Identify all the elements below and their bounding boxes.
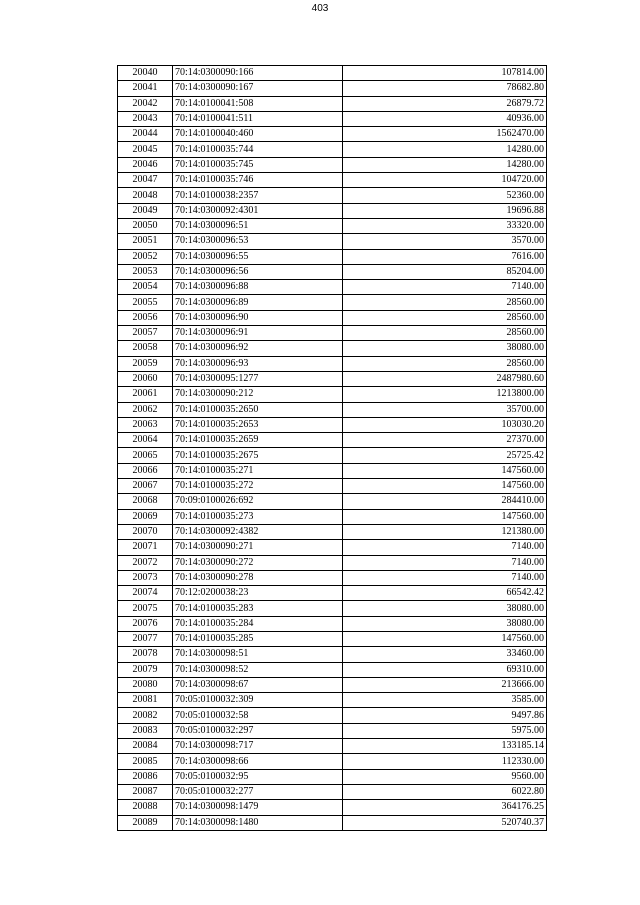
cadastral-value: 112330.00 (343, 754, 547, 769)
row-number: 20065 (118, 448, 173, 463)
table-row (118, 326, 547, 341)
cadastral-number: 70:14:0300096:55 (173, 249, 343, 264)
page-number: 403 (311, 3, 329, 14)
row-number: 20088 (118, 800, 173, 815)
cadastral-value: 19696.88 (343, 203, 547, 218)
table-row (118, 815, 547, 830)
cadastral-number: 70:14:0100035:283 (173, 601, 343, 616)
table-row (118, 81, 547, 96)
cadastral-number: 70:14:0300098:717 (173, 739, 343, 754)
cadastral-value: 28560.00 (343, 310, 547, 325)
table-row (118, 387, 547, 402)
cadastral-number: 70:14:0300092:4382 (173, 524, 343, 539)
row-number: 20058 (118, 341, 173, 356)
row-number: 20087 (118, 784, 173, 799)
cadastral-value: 3585.00 (343, 693, 547, 708)
table-row (118, 524, 547, 539)
row-number: 20059 (118, 356, 173, 371)
cadastral-value: 107814.00 (343, 66, 547, 81)
row-number: 20053 (118, 264, 173, 279)
table-row (118, 540, 547, 555)
cadastral-value: 69310.00 (343, 662, 547, 677)
cadastral-value: 104720.00 (343, 173, 547, 188)
table-row (118, 647, 547, 662)
cadastral-number: 70:09:0100026:692 (173, 494, 343, 509)
row-number: 20068 (118, 494, 173, 509)
table-row (118, 371, 547, 386)
table-row (118, 601, 547, 616)
cadastral-value: 14280.00 (343, 157, 547, 172)
table-row (118, 479, 547, 494)
cadastral-value: 213666.00 (343, 677, 547, 692)
row-number: 20079 (118, 662, 173, 677)
cadastral-value: 9560.00 (343, 769, 547, 784)
cadastral-number: 70:14:0100035:746 (173, 173, 343, 188)
row-number: 20050 (118, 218, 173, 233)
cadastral-number: 70:14:0100041:508 (173, 96, 343, 111)
row-number: 20076 (118, 616, 173, 631)
cadastral-value: 6022.80 (343, 784, 547, 799)
table-row (118, 463, 547, 478)
cadastral-value: 28560.00 (343, 356, 547, 371)
table-row (118, 295, 547, 310)
cadastral-number: 70:14:0100035:271 (173, 463, 343, 478)
cadastral-value: 7140.00 (343, 540, 547, 555)
cadastral-value: 38080.00 (343, 601, 547, 616)
row-number: 20070 (118, 524, 173, 539)
table-row (118, 754, 547, 769)
cadastral-number: 70:14:0300096:92 (173, 341, 343, 356)
table-row (118, 127, 547, 142)
cadastral-value: 38080.00 (343, 341, 547, 356)
table-row (118, 723, 547, 738)
cadastral-value: 52360.00 (343, 188, 547, 203)
cadastral-number: 70:14:0300098:51 (173, 647, 343, 662)
cadastral-value: 2487980.60 (343, 371, 547, 386)
table-row (118, 341, 547, 356)
table-row (118, 234, 547, 249)
row-number: 20077 (118, 631, 173, 646)
cadastral-value: 147560.00 (343, 631, 547, 646)
row-number: 20078 (118, 647, 173, 662)
cadastral-value: 66542.42 (343, 586, 547, 601)
cadastral-number: 70:14:0300090:167 (173, 81, 343, 96)
table-row (118, 616, 547, 631)
table-row (118, 631, 547, 646)
table-row (118, 280, 547, 295)
table-row (118, 402, 547, 417)
row-number: 20074 (118, 586, 173, 601)
cadastral-value: 27370.00 (343, 433, 547, 448)
cadastral-value: 1213800.00 (343, 387, 547, 402)
table-row (118, 800, 547, 815)
cadastral-number: 70:14:0100035:2659 (173, 433, 343, 448)
cadastral-number: 70:14:0100040:460 (173, 127, 343, 142)
cadastral-number: 70:14:0300096:93 (173, 356, 343, 371)
row-number: 20061 (118, 387, 173, 402)
table-row (118, 157, 547, 172)
cadastral-number: 70:14:0100041:511 (173, 111, 343, 126)
row-number: 20073 (118, 570, 173, 585)
row-number: 20042 (118, 96, 173, 111)
row-number: 20080 (118, 677, 173, 692)
table-row (118, 173, 547, 188)
row-number: 20082 (118, 708, 173, 723)
table-row (118, 448, 547, 463)
row-number: 20089 (118, 815, 173, 830)
row-number: 20047 (118, 173, 173, 188)
row-number: 20041 (118, 81, 173, 96)
cadastral-value: 7140.00 (343, 280, 547, 295)
table-row (118, 188, 547, 203)
row-number: 20062 (118, 402, 173, 417)
cadastral-number: 70:14:0300096:56 (173, 264, 343, 279)
row-number: 20067 (118, 479, 173, 494)
cadastral-value: 3570.00 (343, 234, 547, 249)
row-number: 20043 (118, 111, 173, 126)
cadastral-number: 70:14:0300098:66 (173, 754, 343, 769)
cadastral-number: 70:05:0100032:58 (173, 708, 343, 723)
table-row (118, 433, 547, 448)
cadastral-value: 78682.80 (343, 81, 547, 96)
row-number: 20069 (118, 509, 173, 524)
cadastral-number: 70:14:0300090:272 (173, 555, 343, 570)
row-number: 20086 (118, 769, 173, 784)
table-body (118, 66, 547, 831)
row-number: 20081 (118, 693, 173, 708)
cadastral-value: 14280.00 (343, 142, 547, 157)
table-row (118, 693, 547, 708)
cadastral-value: 520740.37 (343, 815, 547, 830)
row-number: 20066 (118, 463, 173, 478)
cadastral-value: 25725.42 (343, 448, 547, 463)
cadastral-value: 28560.00 (343, 326, 547, 341)
cadastral-value: 33460.00 (343, 647, 547, 662)
cadastral-number: 70:05:0100032:95 (173, 769, 343, 784)
row-number: 20063 (118, 417, 173, 432)
cadastral-number: 70:05:0100032:309 (173, 693, 343, 708)
row-number: 20052 (118, 249, 173, 264)
cadastral-number: 70:14:0300090:271 (173, 540, 343, 555)
table-row (118, 264, 547, 279)
row-number: 20040 (118, 66, 173, 81)
table-row (118, 784, 547, 799)
cadastral-value: 33320.00 (343, 218, 547, 233)
cadastral-number: 70:14:0100038:2357 (173, 188, 343, 203)
cadastral-value: 147560.00 (343, 509, 547, 524)
row-number: 20064 (118, 433, 173, 448)
cadastral-number: 70:05:0100032:297 (173, 723, 343, 738)
row-number: 20056 (118, 310, 173, 325)
table-row (118, 417, 547, 432)
cadastral-value: 7140.00 (343, 570, 547, 585)
cadastral-value: 7616.00 (343, 249, 547, 264)
registry-table (117, 65, 547, 831)
row-number: 20084 (118, 739, 173, 754)
cadastral-value: 284410.00 (343, 494, 547, 509)
table-row (118, 66, 547, 81)
row-number: 20057 (118, 326, 173, 341)
cadastral-value: 85204.00 (343, 264, 547, 279)
table-row (118, 310, 547, 325)
cadastral-value: 103030.20 (343, 417, 547, 432)
row-number: 20083 (118, 723, 173, 738)
table-row (118, 509, 547, 524)
table-row (118, 218, 547, 233)
cadastral-number: 70:14:0300098:67 (173, 677, 343, 692)
cadastral-number: 70:14:0300098:52 (173, 662, 343, 677)
cadastral-number: 70:05:0100032:277 (173, 784, 343, 799)
row-number: 20054 (118, 280, 173, 295)
table-row (118, 494, 547, 509)
cadastral-number: 70:14:0100035:273 (173, 509, 343, 524)
row-number: 20046 (118, 157, 173, 172)
cadastral-number: 70:14:0100035:284 (173, 616, 343, 631)
table-row (118, 203, 547, 218)
row-number: 20044 (118, 127, 173, 142)
row-number: 20048 (118, 188, 173, 203)
cadastral-number: 70:14:0100035:285 (173, 631, 343, 646)
cadastral-value: 364176.25 (343, 800, 547, 815)
cadastral-value: 26879.72 (343, 96, 547, 111)
row-number: 20071 (118, 540, 173, 555)
cadastral-number: 70:14:0100035:745 (173, 157, 343, 172)
table-row (118, 111, 547, 126)
table-row (118, 356, 547, 371)
row-number: 20051 (118, 234, 173, 249)
cadastral-number: 70:14:0300096:91 (173, 326, 343, 341)
cadastral-value: 121380.00 (343, 524, 547, 539)
cadastral-value: 147560.00 (343, 463, 547, 478)
table-row (118, 769, 547, 784)
table-row (118, 662, 547, 677)
cadastral-number: 70:14:0300096:88 (173, 280, 343, 295)
cadastral-value: 35700.00 (343, 402, 547, 417)
cadastral-value: 147560.00 (343, 479, 547, 494)
cadastral-number: 70:14:0300095:1277 (173, 371, 343, 386)
table-row (118, 570, 547, 585)
table-row (118, 739, 547, 754)
table-row (118, 708, 547, 723)
cadastral-number: 70:14:0300098:1479 (173, 800, 343, 815)
table-row (118, 677, 547, 692)
cadastral-number: 70:14:0300096:53 (173, 234, 343, 249)
cadastral-number: 70:14:0300098:1480 (173, 815, 343, 830)
cadastral-value: 7140.00 (343, 555, 547, 570)
table-row (118, 142, 547, 157)
row-number: 20055 (118, 295, 173, 310)
cadastral-number: 70:14:0300092:4301 (173, 203, 343, 218)
row-number: 20085 (118, 754, 173, 769)
table-row (118, 96, 547, 111)
cadastral-number: 70:14:0300096:90 (173, 310, 343, 325)
cadastral-number: 70:14:0100035:744 (173, 142, 343, 157)
cadastral-value: 9497.86 (343, 708, 547, 723)
cadastral-number: 70:14:0100035:272 (173, 479, 343, 494)
row-number: 20049 (118, 203, 173, 218)
row-number: 20060 (118, 371, 173, 386)
table-row (118, 249, 547, 264)
cadastral-number: 70:14:0100035:2653 (173, 417, 343, 432)
cadastral-value: 28560.00 (343, 295, 547, 310)
cadastral-number: 70:14:0100035:2675 (173, 448, 343, 463)
cadastral-value: 5975.00 (343, 723, 547, 738)
table-row (118, 586, 547, 601)
cadastral-number: 70:14:0100035:2650 (173, 402, 343, 417)
row-number: 20072 (118, 555, 173, 570)
row-number: 20045 (118, 142, 173, 157)
cadastral-value: 38080.00 (343, 616, 547, 631)
cadastral-value: 133185.14 (343, 739, 547, 754)
cadastral-number: 70:14:0300090:278 (173, 570, 343, 585)
cadastral-number: 70:14:0300096:51 (173, 218, 343, 233)
table-row (118, 555, 547, 570)
row-number: 20075 (118, 601, 173, 616)
cadastral-value: 40936.00 (343, 111, 547, 126)
cadastral-value: 1562470.00 (343, 127, 547, 142)
cadastral-number: 70:14:0300090:166 (173, 66, 343, 81)
cadastral-number: 70:14:0300090:212 (173, 387, 343, 402)
cadastral-number: 70:12:0200038:23 (173, 586, 343, 601)
cadastral-number: 70:14:0300096:89 (173, 295, 343, 310)
